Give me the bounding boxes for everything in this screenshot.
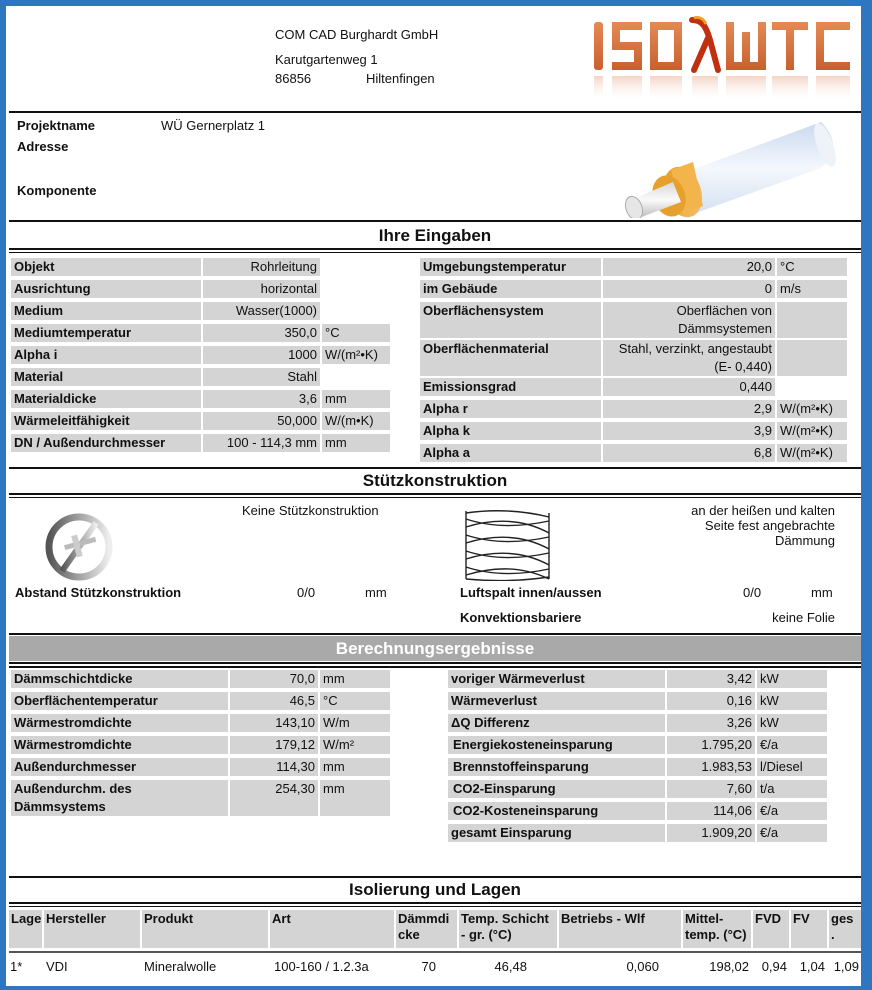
divider bbox=[9, 497, 861, 498]
result-unit: €/a bbox=[757, 736, 827, 754]
result-value: 114,06 bbox=[667, 802, 755, 820]
divider bbox=[9, 902, 861, 904]
col-header-line: ges bbox=[831, 911, 854, 926]
result-value: 1.795,20 bbox=[667, 736, 755, 754]
col-header-line: Temp. Schicht bbox=[461, 911, 549, 926]
input-unit: W/(m²•K) bbox=[777, 422, 847, 440]
col-header-fv: FV bbox=[791, 910, 827, 948]
result-unit: °C bbox=[320, 692, 390, 710]
layers-table-row bbox=[6, 959, 861, 977]
col-header-ges bbox=[829, 910, 861, 948]
result-unit: t/a bbox=[757, 780, 827, 798]
result-value: 0,16 bbox=[667, 692, 755, 710]
mesh-description bbox=[691, 503, 835, 548]
result-unit: €/a bbox=[757, 802, 827, 820]
input-label: Alpha r bbox=[420, 400, 601, 418]
report-page bbox=[6, 6, 861, 986]
mesh-description-line: an der heißen und kalten bbox=[691, 503, 835, 518]
cell-produkt: Mineralwolle bbox=[144, 959, 217, 974]
cell-lage: 1* bbox=[10, 959, 23, 974]
section-title-support: Stützkonstruktion bbox=[362, 471, 508, 490]
cell-betrieb: 0,060 bbox=[626, 959, 659, 974]
result-value: 254,30 bbox=[230, 780, 318, 816]
input-value-line2: Dämmsystemen bbox=[678, 321, 772, 336]
col-header-betrieb: Betriebs - Wlf bbox=[559, 910, 681, 948]
result-label: CO2-Einsparung bbox=[448, 780, 665, 798]
col-header-fvd: FVD bbox=[753, 910, 789, 948]
insulated-pipe-image bbox=[611, 114, 856, 218]
company-zip: 86856 bbox=[275, 71, 312, 86]
input-label: Emissionsgrad bbox=[420, 378, 601, 396]
divider bbox=[9, 666, 861, 668]
input-value: 3,6 bbox=[203, 390, 320, 408]
input-label: Oberflächensystem bbox=[420, 302, 601, 338]
insulation-mesh-icon bbox=[462, 509, 554, 581]
input-label: Wärmeleitfähigkeit bbox=[11, 412, 201, 430]
divider bbox=[9, 906, 861, 907]
support-distance-value: 0/0 bbox=[297, 585, 316, 600]
result-value: 3,26 bbox=[667, 714, 755, 732]
project-name-label: Projektname bbox=[17, 118, 96, 133]
cell-fvd: 0,94 bbox=[761, 959, 787, 974]
input-value-line2: (E- 0,440) bbox=[714, 359, 772, 374]
input-unit bbox=[777, 302, 847, 338]
input-value: 100 - 114,3 mm bbox=[203, 434, 320, 452]
cell-mitteltemp: 198,02 bbox=[709, 959, 749, 974]
input-value: Oberflächen von bbox=[676, 303, 772, 318]
cell-daemmdicke: 70 bbox=[421, 959, 436, 974]
col-header-line: - gr. (°C) bbox=[461, 927, 512, 942]
col-header-line: . bbox=[831, 927, 835, 942]
input-label: Umgebungstemperatur bbox=[420, 258, 601, 276]
result-label: Wärmestromdichte bbox=[11, 714, 228, 732]
col-header-hersteller: Hersteller bbox=[44, 910, 140, 948]
result-unit: l/Diesel bbox=[757, 758, 827, 776]
input-label: Oberflächenmaterial bbox=[420, 340, 601, 376]
result-unit: €/a bbox=[757, 824, 827, 842]
input-label: Mediumtemperatur bbox=[11, 324, 201, 342]
convection-barrier-label: Konvektionsbariere bbox=[460, 610, 582, 625]
input-unit: m/s bbox=[777, 280, 847, 298]
address-label: Adresse bbox=[17, 139, 69, 154]
input-label: Alpha a bbox=[420, 444, 601, 462]
company-name: COM CAD Burghardt GmbH bbox=[275, 27, 439, 42]
input-unit: W/(m•K) bbox=[322, 412, 390, 430]
input-value: Stahl, verzinkt, angestaubt bbox=[618, 341, 772, 356]
col-header-line: cke bbox=[398, 927, 420, 942]
result-label: CO2-Kosteneinsparung bbox=[448, 802, 665, 820]
input-value-multiline bbox=[603, 340, 775, 376]
input-value: 3,9 bbox=[603, 422, 775, 440]
divider bbox=[9, 467, 861, 469]
cell-art: 100-160 / 1.2.3a bbox=[274, 959, 369, 974]
layers-table-header bbox=[6, 910, 861, 950]
input-label: Alpha i bbox=[11, 346, 201, 364]
air-gap-value: 0/0 bbox=[743, 585, 762, 600]
result-value: 7,60 bbox=[667, 780, 755, 798]
result-value: 46,5 bbox=[230, 692, 318, 710]
input-value-multiline bbox=[603, 302, 775, 338]
convection-barrier-value: keine Folie bbox=[772, 610, 835, 625]
air-gap-unit: mm bbox=[811, 585, 833, 600]
result-label: Wärmestromdichte bbox=[11, 736, 228, 754]
input-label: Objekt bbox=[11, 258, 201, 276]
result-value: 3,42 bbox=[667, 670, 755, 688]
section-title-inputs: Ihre Eingaben bbox=[378, 226, 492, 245]
col-header-art: Art bbox=[270, 910, 394, 948]
result-value: 70,0 bbox=[230, 670, 318, 688]
col-header-daemmdicke bbox=[396, 910, 457, 948]
col-header-lage: Lage bbox=[9, 910, 42, 948]
input-value: 0,440 bbox=[603, 378, 775, 396]
result-value: 143,10 bbox=[230, 714, 318, 732]
input-unit: mm bbox=[322, 434, 390, 452]
support-distance-unit: mm bbox=[365, 585, 387, 600]
input-value: Stahl bbox=[203, 368, 320, 386]
divider bbox=[9, 220, 861, 222]
mesh-description-line: Seite fest angebrachte bbox=[704, 518, 835, 533]
input-value: 1000 bbox=[203, 346, 320, 364]
divider bbox=[9, 248, 861, 250]
cell-temp: 46,48 bbox=[494, 959, 527, 974]
result-value: 1.983,53 bbox=[667, 758, 755, 776]
input-unit: W/(m²•K) bbox=[777, 400, 847, 418]
company-city: Hiltenfingen bbox=[366, 71, 435, 86]
result-label: Wärmeverlust bbox=[448, 692, 665, 710]
input-unit: °C bbox=[777, 258, 847, 276]
result-label: Dämmschichtdicke bbox=[11, 670, 228, 688]
input-value: horizontal bbox=[203, 280, 320, 298]
input-unit: mm bbox=[322, 390, 390, 408]
result-label-multiline bbox=[11, 780, 228, 816]
mesh-description-line: Dämmung bbox=[775, 533, 835, 548]
input-value: 350,0 bbox=[203, 324, 320, 342]
cell-fv: 1,04 bbox=[799, 959, 825, 974]
divider bbox=[9, 633, 861, 635]
input-unit: W/(m²•K) bbox=[777, 444, 847, 462]
col-header-temp bbox=[459, 910, 557, 948]
col-header-produkt: Produkt bbox=[142, 910, 268, 948]
company-street: Karutgartenweg 1 bbox=[275, 52, 378, 67]
result-unit: kW bbox=[757, 714, 827, 732]
result-label: gesamt Einsparung bbox=[448, 824, 665, 842]
isowtc-logo bbox=[586, 8, 861, 106]
no-support-icon bbox=[44, 511, 114, 581]
input-value: Rohrleitung bbox=[203, 258, 320, 276]
divider bbox=[9, 111, 861, 113]
result-unit: mm bbox=[320, 780, 390, 816]
input-value: 50,000 bbox=[203, 412, 320, 430]
result-label: voriger Wärmeverlust bbox=[448, 670, 665, 688]
divider bbox=[9, 951, 861, 953]
cell-ges: 1,09 bbox=[833, 959, 859, 974]
divider bbox=[9, 876, 861, 878]
project-name-value: WÜ Gernerplatz 1 bbox=[161, 118, 266, 133]
result-label: Energiekosteneinsparung bbox=[448, 736, 665, 754]
col-header-mitteltemp bbox=[683, 910, 751, 948]
result-unit: kW bbox=[757, 670, 827, 688]
input-label: Medium bbox=[11, 302, 201, 320]
result-unit: W/m bbox=[320, 714, 390, 732]
result-value: 114,30 bbox=[230, 758, 318, 776]
result-label: Brennstoffeinsparung bbox=[448, 758, 665, 776]
result-value: 1.909,20 bbox=[667, 824, 755, 842]
cell-hersteller: VDI bbox=[46, 959, 68, 974]
col-header-line: Mittel- bbox=[685, 911, 724, 926]
result-label: ΔQ Differenz bbox=[448, 714, 665, 732]
input-label: Materialdicke bbox=[11, 390, 201, 408]
result-unit: W/m² bbox=[320, 736, 390, 754]
result-unit: kW bbox=[757, 692, 827, 710]
input-unit: W/(m²•K) bbox=[322, 346, 390, 364]
air-gap-label: Luftspalt innen/aussen bbox=[460, 585, 602, 600]
section-title-layers: Isolierung und Lagen bbox=[349, 880, 521, 899]
col-header-line: Dämmdi bbox=[398, 911, 450, 926]
input-value: 2,9 bbox=[603, 400, 775, 418]
input-value: 0 bbox=[603, 280, 775, 298]
input-label: im Gebäude bbox=[420, 280, 601, 298]
divider bbox=[9, 662, 861, 664]
input-label: DN / Außendurchmesser bbox=[11, 434, 201, 452]
input-value: 20,0 bbox=[603, 258, 775, 276]
support-description: Keine Stützkonstruktion bbox=[242, 503, 379, 518]
support-distance-label: Abstand Stützkonstruktion bbox=[15, 585, 182, 600]
input-label: Alpha k bbox=[420, 422, 601, 440]
result-label-line2: Dämmsystems bbox=[14, 799, 106, 814]
input-label: Material bbox=[11, 368, 201, 386]
input-unit bbox=[777, 340, 847, 376]
input-unit: °C bbox=[322, 324, 390, 342]
result-value: 179,12 bbox=[230, 736, 318, 754]
section-title-results: Berechnungsergebnisse bbox=[9, 636, 861, 661]
input-value: Wasser(1000) bbox=[203, 302, 320, 320]
divider bbox=[9, 252, 861, 253]
component-label: Komponente bbox=[17, 183, 97, 198]
result-label: Oberflächentemperatur bbox=[11, 692, 228, 710]
input-label: Ausrichtung bbox=[11, 280, 201, 298]
result-label: Außendurchmesser bbox=[11, 758, 228, 776]
input-value: 6,8 bbox=[603, 444, 775, 462]
result-label: Außendurchm. des bbox=[14, 781, 132, 796]
result-unit: mm bbox=[320, 670, 390, 688]
divider bbox=[9, 493, 861, 495]
result-unit: mm bbox=[320, 758, 390, 776]
col-header-line: temp. (°C) bbox=[685, 927, 747, 942]
